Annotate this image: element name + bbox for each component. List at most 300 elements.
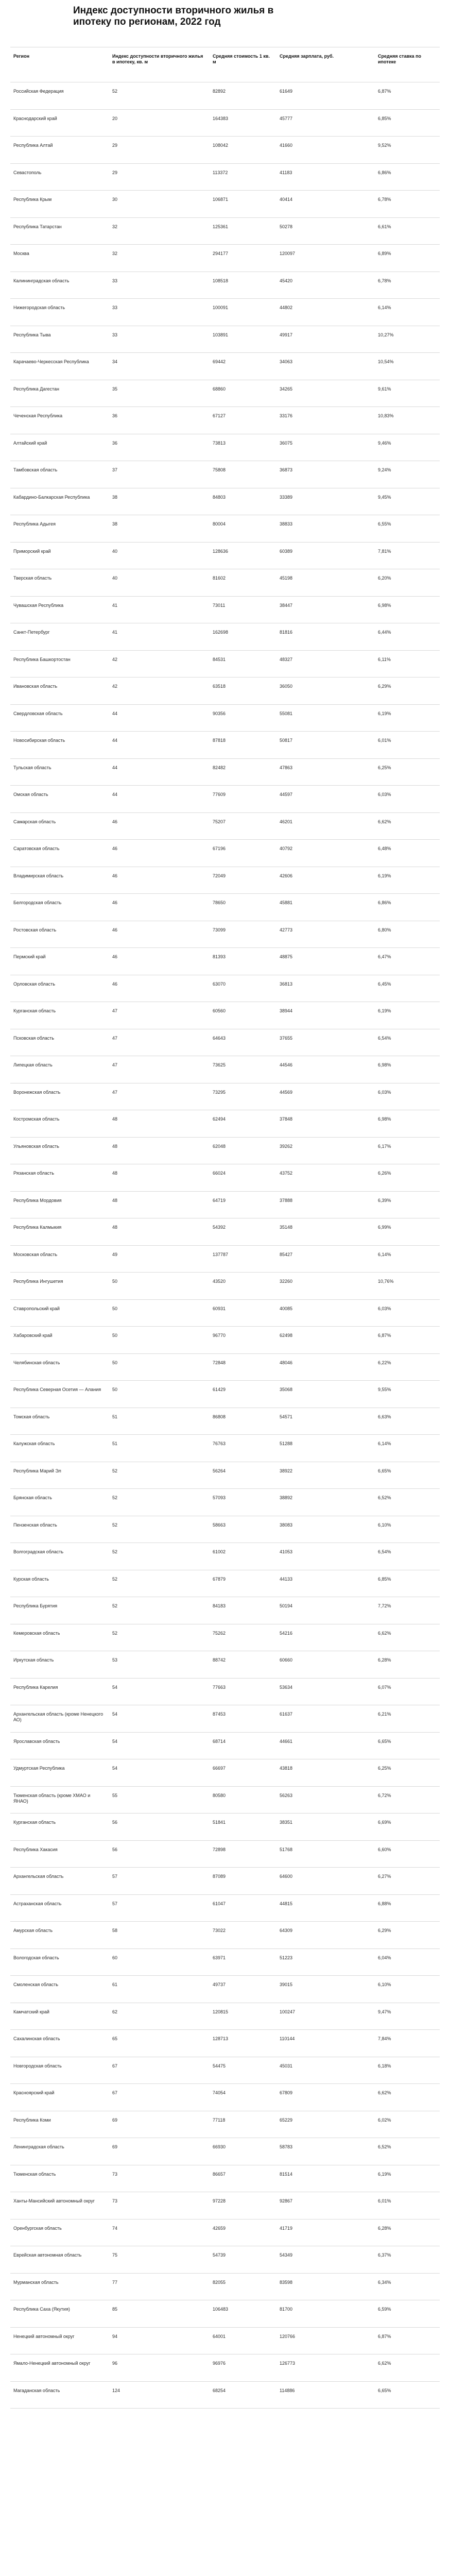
price-cell: 77663	[213, 1684, 226, 1690]
rate-cell: 6,52%	[378, 1495, 391, 1500]
rate-cell: 6,21%	[378, 1711, 391, 1717]
header-price: Средняя стоимость 1 кв. м	[213, 54, 270, 64]
table-row	[10, 2165, 440, 2193]
salary-cell: 38922	[280, 1468, 293, 1473]
index-cell: 52	[112, 1495, 118, 1500]
region-cell: Республика Саха (Якутия)	[13, 2307, 70, 2312]
table-row	[10, 813, 440, 840]
index-cell: 40	[112, 575, 118, 581]
region-cell: Санкт-Петербург	[13, 630, 50, 635]
salary-cell: 55081	[280, 710, 293, 716]
region-cell: Саратовская область	[13, 846, 60, 851]
salary-cell: 45031	[280, 2063, 293, 2069]
salary-cell: 40792	[280, 846, 293, 851]
price-cell: 63070	[213, 981, 226, 987]
price-cell: 106483	[213, 2307, 229, 2312]
rate-cell: 6,52%	[378, 2144, 391, 2149]
index-cell: 53	[112, 1657, 118, 1663]
price-cell: 60931	[213, 1306, 226, 1311]
rate-cell: 6,88%	[378, 1901, 391, 1906]
index-cell: 47	[112, 1062, 118, 1067]
price-cell: 43520	[213, 1279, 226, 1284]
index-cell: 33	[112, 305, 118, 310]
salary-cell: 62498	[280, 1333, 293, 1338]
index-cell: 85	[112, 2307, 118, 2312]
index-cell: 29	[112, 170, 118, 175]
index-cell: 47	[112, 1035, 118, 1041]
salary-cell: 64600	[280, 1874, 293, 1879]
rate-cell: 6,11%	[378, 656, 391, 662]
rate-cell: 6,19%	[378, 710, 391, 716]
table-row	[10, 1408, 440, 1435]
table-row	[10, 2246, 440, 2274]
table-row	[10, 677, 440, 705]
table-row	[10, 1138, 440, 1165]
price-cell: 66930	[213, 2144, 226, 2149]
index-cell: 40	[112, 548, 118, 554]
price-cell: 68714	[213, 1738, 226, 1744]
region-cell: Еврейская автономная область	[13, 2252, 82, 2258]
region-cell: Республика Крым	[13, 197, 52, 202]
index-cell: 29	[112, 143, 118, 148]
region-cell: Республика Карелия	[13, 1684, 58, 1690]
salary-cell: 39015	[280, 1982, 293, 1987]
region-cell: Костромская область	[13, 1116, 60, 1122]
price-cell: 67196	[213, 846, 226, 851]
index-cell: 51	[112, 1441, 118, 1446]
rate-cell: 9,46%	[378, 440, 391, 446]
salary-cell: 58783	[280, 2144, 293, 2149]
rate-cell: 6,87%	[378, 2333, 391, 2339]
header-index: Индекс доступности вторичного жилья в ипотеку, кв. м	[112, 54, 203, 64]
price-cell: 81393	[213, 954, 226, 959]
region-cell: Челябинская область	[13, 1360, 60, 1365]
table-row	[10, 1516, 440, 1544]
salary-cell: 36813	[280, 981, 293, 987]
region-cell: Севастополь	[13, 170, 42, 175]
region-cell: Оренбургская область	[13, 2225, 62, 2231]
region-cell: Республика Адыгея	[13, 521, 56, 527]
index-cell: 42	[112, 684, 118, 689]
table-row	[10, 1624, 440, 1652]
region-cell: Кабардино-Балкарская Республика	[13, 494, 90, 500]
region-cell: Ивановская область	[13, 684, 58, 689]
rate-cell: 6,54%	[378, 1035, 391, 1041]
rate-cell: 6,25%	[378, 1766, 391, 1771]
region-cell: Москва	[13, 251, 29, 256]
price-cell: 84803	[213, 494, 226, 500]
price-cell: 106871	[213, 197, 229, 202]
region-cell: Хабаровский край	[13, 1333, 53, 1338]
salary-cell: 42606	[280, 873, 293, 878]
rate-cell: 6,02%	[378, 2117, 391, 2123]
salary-cell: 38351	[280, 1820, 293, 1825]
region-cell: Республика Алтай	[13, 143, 53, 148]
rate-cell: 6,07%	[378, 1684, 391, 1690]
region-cell: Ульяновская область	[13, 1143, 59, 1149]
salary-cell: 54216	[280, 1630, 293, 1636]
index-cell: 44	[112, 738, 118, 743]
price-cell: 57093	[213, 1495, 226, 1500]
salary-cell: 83598	[280, 2279, 293, 2285]
price-cell: 78650	[213, 900, 226, 905]
index-cell: 33	[112, 278, 118, 283]
header-rate: Средняя ставка по ипотеке	[378, 54, 422, 64]
price-cell: 49737	[213, 1982, 226, 1987]
index-cell: 36	[112, 413, 118, 418]
index-cell: 35	[112, 386, 118, 392]
region-cell: Омская область	[13, 792, 48, 797]
region-cell: Брянская область	[13, 1495, 52, 1500]
index-cell: 54	[112, 1711, 118, 1717]
table-row	[10, 1570, 440, 1598]
table-row	[10, 975, 440, 1003]
index-cell: 50	[112, 1360, 118, 1365]
table-row	[10, 1705, 440, 1733]
region-cell: Ненецкий автономный округ	[13, 2333, 75, 2339]
region-cell: Нижегородская область	[13, 305, 65, 310]
salary-cell: 43818	[280, 1766, 293, 1771]
index-cell: 52	[112, 1468, 118, 1473]
index-cell: 67	[112, 2090, 118, 2095]
salary-cell: 85427	[280, 1251, 293, 1257]
table-row	[10, 569, 440, 597]
rate-cell: 6,20%	[378, 575, 391, 581]
salary-cell: 50817	[280, 738, 293, 743]
rate-cell: 6,62%	[378, 1630, 391, 1636]
rate-cell: 6,19%	[378, 2171, 391, 2177]
region-cell: Орловская область	[13, 981, 56, 987]
rate-cell: 9,61%	[378, 386, 391, 392]
region-cell: Республика Тыва	[13, 332, 51, 337]
salary-cell: 41660	[280, 143, 293, 148]
price-cell: 61002	[213, 1549, 226, 1554]
salary-cell: 114886	[280, 2387, 295, 2393]
region-cell: Новосибирская область	[13, 738, 65, 743]
index-cell: 94	[112, 2333, 118, 2339]
region-cell: Республика Хакасия	[13, 1846, 58, 1852]
rate-cell: 6,80%	[378, 927, 391, 933]
region-cell: Воронежская область	[13, 1089, 61, 1095]
table-row	[10, 272, 440, 299]
table-row	[10, 1895, 440, 1922]
price-cell: 51841	[213, 1820, 226, 1825]
region-cell: Тульская область	[13, 765, 51, 770]
rate-cell: 6,28%	[378, 2225, 391, 2231]
table-row	[10, 786, 440, 813]
price-cell: 76763	[213, 1441, 226, 1446]
price-cell: 108042	[213, 143, 229, 148]
region-cell: Курганская область	[13, 1820, 56, 1825]
price-cell: 75207	[213, 819, 226, 824]
price-cell: 120815	[213, 2009, 229, 2014]
table-row	[10, 2274, 440, 2301]
table-row	[10, 2219, 440, 2247]
index-cell: 57	[112, 1901, 118, 1906]
salary-cell: 81514	[280, 2171, 293, 2177]
region-cell: Магаданская область	[13, 2387, 60, 2393]
salary-cell: 38447	[280, 602, 293, 608]
region-cell: Российская Федерация	[13, 89, 64, 94]
index-cell: 50	[112, 1279, 118, 1284]
rate-cell: 6,37%	[378, 2252, 391, 2258]
rate-cell: 6,98%	[378, 602, 391, 608]
salary-cell: 43752	[280, 1171, 293, 1176]
price-cell: 63518	[213, 684, 226, 689]
rate-cell: 6,27%	[378, 1874, 391, 1879]
rate-cell: 6,98%	[378, 1116, 391, 1122]
rate-cell: 6,14%	[378, 1251, 391, 1257]
table-row	[10, 948, 440, 975]
price-cell: 66697	[213, 1766, 226, 1771]
table-row	[10, 2057, 440, 2084]
price-cell: 86808	[213, 1414, 226, 1419]
index-cell: 36	[112, 440, 118, 446]
price-cell: 73813	[213, 440, 226, 446]
region-cell: Курганская область	[13, 1008, 56, 1013]
rate-cell: 6,48%	[378, 846, 391, 851]
region-cell: Чувашская Республика	[13, 602, 64, 608]
price-cell: 64719	[213, 1197, 226, 1203]
table-row	[10, 651, 440, 678]
price-cell: 82055	[213, 2279, 226, 2285]
rate-cell: 6,04%	[378, 1955, 391, 1960]
rate-cell: 6,26%	[378, 1171, 391, 1176]
index-cell: 46	[112, 819, 118, 824]
salary-cell: 47863	[280, 765, 293, 770]
table-row	[10, 867, 440, 894]
price-cell: 75262	[213, 1630, 226, 1636]
price-cell: 64001	[213, 2333, 226, 2339]
salary-cell: 38944	[280, 1008, 293, 1013]
index-cell: 48	[112, 1116, 118, 1122]
table-row	[10, 110, 440, 137]
salary-cell: 45420	[280, 278, 293, 283]
salary-cell: 56263	[280, 1792, 293, 1798]
salary-cell: 35068	[280, 1387, 293, 1392]
table-row	[10, 1543, 440, 1570]
price-cell: 80004	[213, 521, 226, 527]
salary-cell: 36075	[280, 440, 293, 446]
rate-cell: 6,86%	[378, 170, 391, 175]
rate-cell: 6,19%	[378, 1008, 391, 1013]
salary-cell: 49917	[280, 332, 293, 337]
salary-cell: 67809	[280, 2090, 293, 2095]
table-row	[10, 2300, 440, 2328]
price-cell: 73625	[213, 1062, 226, 1067]
table-row	[10, 1327, 440, 1354]
region-cell: Ярославская область	[13, 1738, 60, 1744]
table-row	[10, 1218, 440, 1246]
table-row	[10, 245, 440, 272]
table-row	[10, 1273, 440, 1300]
table-row	[10, 82, 440, 110]
index-cell: 50	[112, 1306, 118, 1311]
salary-cell: 44802	[280, 305, 293, 310]
price-cell: 103891	[213, 332, 229, 337]
region-cell: Республика Башкортостан	[13, 656, 71, 662]
salary-cell: 38892	[280, 1495, 293, 1500]
rate-cell: 10,54%	[378, 359, 394, 364]
salary-cell: 48875	[280, 954, 293, 959]
rate-cell: 6,55%	[378, 521, 391, 527]
price-cell: 72848	[213, 1360, 226, 1365]
index-cell: 48	[112, 1143, 118, 1149]
region-cell: Приморский край	[13, 548, 51, 554]
index-cell: 47	[112, 1089, 118, 1095]
salary-cell: 41719	[280, 2225, 293, 2231]
rate-cell: 6,60%	[378, 1846, 391, 1852]
table-row	[10, 1083, 440, 1111]
region-cell: Ямало-Ненецкий автономный округ	[13, 2361, 91, 2366]
index-cell: 20	[112, 115, 118, 121]
salary-cell: 48046	[280, 1360, 293, 1365]
index-cell: 37	[112, 467, 118, 472]
rate-cell: 6,10%	[378, 1982, 391, 1987]
salary-cell: 42773	[280, 927, 293, 933]
index-cell: 46	[112, 873, 118, 878]
salary-cell: 44133	[280, 1576, 293, 1582]
price-cell: 162698	[213, 630, 229, 635]
table-row	[10, 1246, 440, 1273]
index-cell: 46	[112, 846, 118, 851]
region-cell: Самарская область	[13, 819, 56, 824]
table-row	[10, 1651, 440, 1679]
price-cell: 73099	[213, 927, 226, 933]
salary-cell: 38083	[280, 1522, 293, 1528]
table-row	[10, 2084, 440, 2111]
salary-cell: 54571	[280, 1414, 293, 1419]
table-row	[10, 1489, 440, 1516]
table-row	[10, 1110, 440, 1138]
index-cell: 62	[112, 2009, 118, 2014]
index-cell: 73	[112, 2171, 118, 2177]
table-row	[10, 164, 440, 191]
rate-cell: 6,65%	[378, 1468, 391, 1473]
table-row	[10, 2192, 440, 2219]
salary-cell: 120766	[280, 2333, 296, 2339]
index-cell: 65	[112, 2036, 118, 2041]
table-row	[10, 1462, 440, 1489]
table-row	[10, 1841, 440, 1868]
index-cell: 50	[112, 1387, 118, 1392]
index-cell: 69	[112, 2117, 118, 2123]
index-cell: 51	[112, 1414, 118, 1419]
rate-cell: 6,29%	[378, 1928, 391, 1933]
index-cell: 77	[112, 2279, 118, 2285]
table-row	[10, 1949, 440, 1976]
table-row	[10, 218, 440, 245]
region-cell: Республика Марий Эл	[13, 1468, 61, 1473]
rate-cell: 9,55%	[378, 1387, 391, 1392]
table-row	[10, 1733, 440, 1760]
table-row	[10, 2328, 440, 2355]
region-cell: Республика Дагестан	[13, 386, 59, 392]
region-cell: Республика Коми	[13, 2117, 51, 2123]
index-cell: 73	[112, 2198, 118, 2204]
region-cell: Белгородская область	[13, 900, 62, 905]
table-row	[10, 326, 440, 353]
index-cell: 38	[112, 521, 118, 527]
rate-cell: 6,63%	[378, 1414, 391, 1419]
price-cell: 75808	[213, 467, 226, 472]
index-cell: 52	[112, 89, 118, 94]
salary-cell: 50278	[280, 224, 293, 229]
price-cell: 84531	[213, 656, 226, 662]
price-cell: 82892	[213, 89, 226, 94]
price-cell: 62048	[213, 1143, 226, 1149]
region-cell: Удмуртская Республика	[13, 1766, 65, 1771]
price-cell: 113372	[213, 170, 228, 175]
salary-cell: 41053	[280, 1549, 293, 1554]
region-cell: Пензенская область	[13, 1522, 57, 1528]
region-cell: Сахалинская область	[13, 2036, 60, 2041]
price-cell: 54475	[213, 2063, 226, 2069]
index-cell: 44	[112, 765, 118, 770]
salary-cell: 36873	[280, 467, 293, 472]
table-row	[10, 1679, 440, 1706]
table-row	[10, 434, 440, 462]
salary-cell: 44661	[280, 1738, 293, 1744]
index-cell: 52	[112, 1576, 118, 1582]
price-cell: 61429	[213, 1387, 226, 1392]
salary-cell: 120097	[280, 251, 296, 256]
price-cell: 54739	[213, 2252, 226, 2258]
table-row	[10, 2003, 440, 2030]
index-cell: 60	[112, 1955, 118, 1960]
price-cell: 54392	[213, 1225, 226, 1230]
price-cell: 97228	[213, 2198, 226, 2204]
region-cell: Калининградская область	[13, 278, 70, 283]
rate-cell: 6,10%	[378, 1522, 391, 1528]
table-row	[10, 1192, 440, 1219]
index-cell: 41	[112, 602, 118, 608]
price-cell: 69442	[213, 359, 226, 364]
table-row	[10, 2382, 440, 2409]
table-row	[10, 1597, 440, 1624]
region-cell: Астраханская область	[13, 1901, 62, 1906]
index-cell: 124	[112, 2387, 120, 2393]
table-row	[10, 1759, 440, 1787]
price-cell: 100091	[213, 305, 229, 310]
rate-cell: 6,65%	[378, 2387, 391, 2393]
table-row	[10, 1435, 440, 1462]
rate-cell: 6,45%	[378, 981, 391, 987]
salary-cell: 32260	[280, 1279, 293, 1284]
rate-cell: 6,69%	[378, 1820, 391, 1825]
region-cell: Тюменская область (кроме ХМАО и ЯНАО)	[13, 1792, 91, 1804]
region-cell: Тамбовская область	[13, 467, 58, 472]
index-cell: 30	[112, 197, 118, 202]
price-cell: 86657	[213, 2171, 226, 2177]
price-cell: 66024	[213, 1171, 226, 1176]
rate-cell: 6,25%	[378, 765, 391, 770]
price-cell: 137787	[213, 1251, 229, 1257]
index-cell: 54	[112, 1684, 118, 1690]
rate-cell: 6,14%	[378, 1441, 391, 1446]
region-cell: Ленинградская область	[13, 2144, 64, 2149]
region-cell: Ставропольский край	[13, 1306, 60, 1311]
table-row	[10, 2111, 440, 2139]
price-cell: 42659	[213, 2225, 226, 2231]
salary-cell: 45777	[280, 115, 293, 121]
table-row	[10, 1381, 440, 1408]
price-cell: 96770	[213, 1333, 226, 1338]
index-cell: 46	[112, 981, 118, 987]
salary-cell: 64309	[280, 1928, 293, 1933]
region-cell: Новгородская область	[13, 2063, 62, 2069]
data-table	[10, 47, 440, 2409]
